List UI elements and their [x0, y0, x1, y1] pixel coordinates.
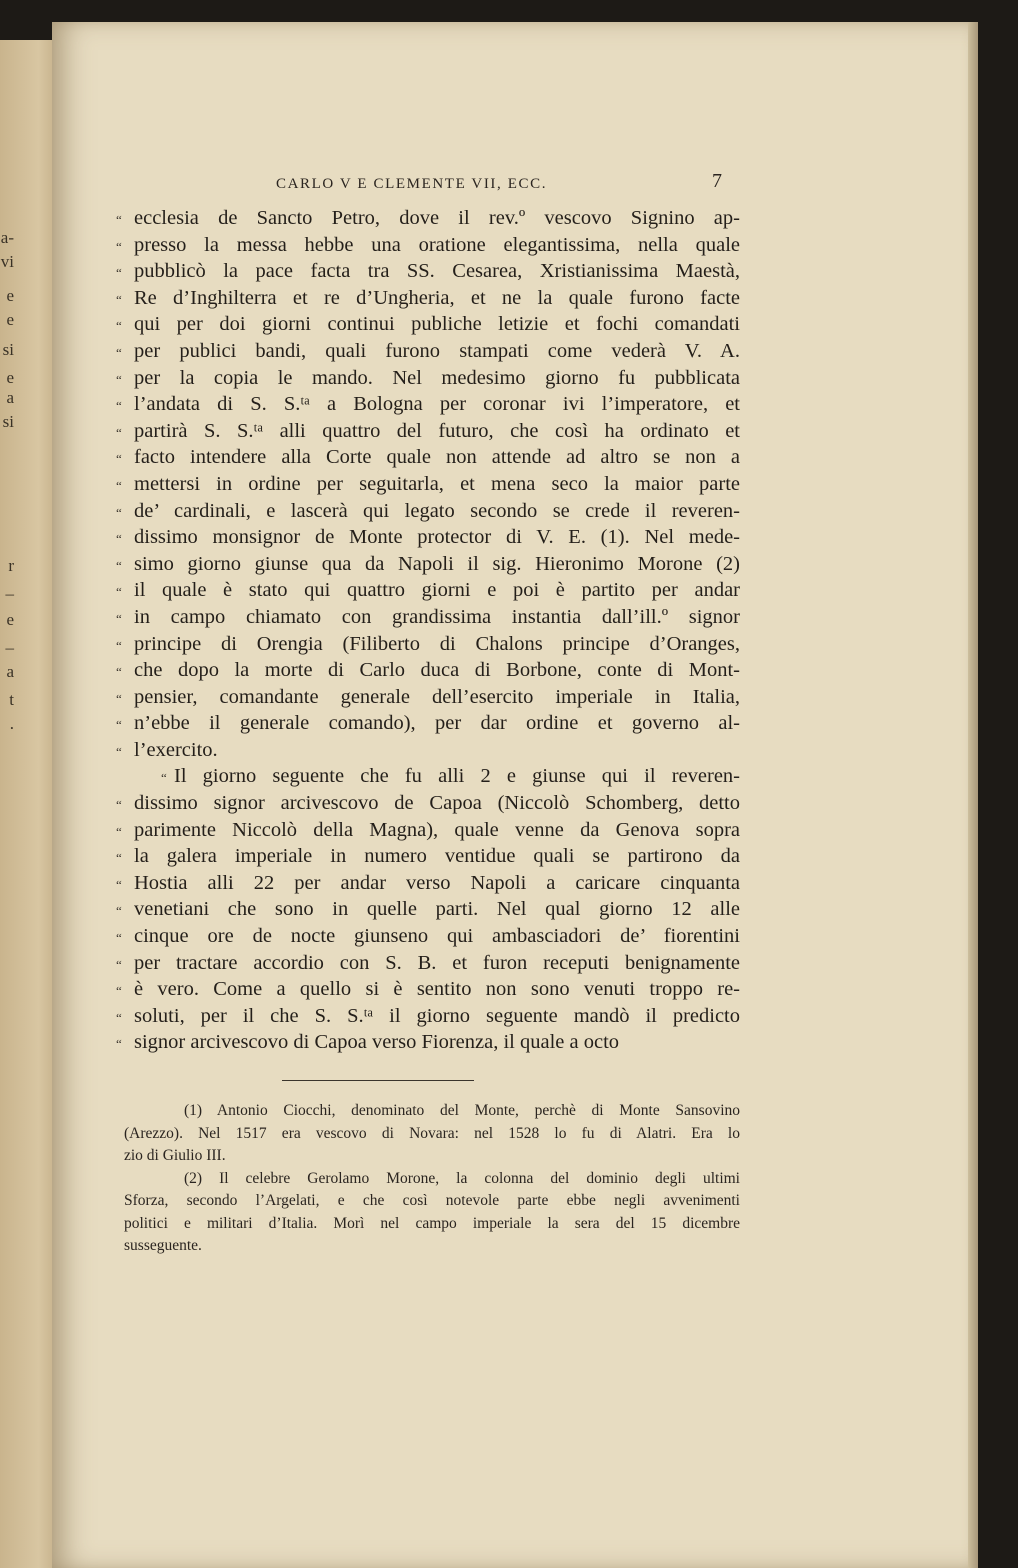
quote-mark: “	[116, 557, 122, 573]
text-line	[116, 338, 740, 365]
footnote-line	[124, 1123, 740, 1146]
text-line	[116, 817, 740, 844]
quote-mark: “	[116, 291, 122, 307]
line-text: è vero. Come a quello si è sentito non sono venuti troppo re-	[134, 978, 740, 1001]
quote-mark: “	[116, 717, 122, 733]
line-text: partirà S. S.ᵗᵃ alli quattro del futuro, che così ha ordinato et	[134, 419, 740, 442]
line-text: la galera imperiale in numero ventidue quali se partirono da	[134, 845, 740, 868]
previous-page-char: t	[9, 690, 14, 709]
previous-page-char: e	[6, 286, 14, 305]
line-text: principe di Orengia (Filiberto di Chalons principe d’Oranges,	[134, 632, 740, 655]
line-text: per tractare accordio con S. B. et furon receputi benignamente	[134, 951, 740, 974]
line-text: cinque ore de nocte giunseno qui ambasciadori de’ fiorentini	[134, 925, 740, 948]
quote-mark: “	[116, 956, 122, 972]
text-line	[116, 976, 740, 1003]
quote-mark: “	[116, 1036, 122, 1052]
quote-mark: “	[116, 983, 122, 999]
quote-mark: “	[116, 610, 122, 626]
text-line	[116, 1003, 740, 1030]
footnote-text: (1) Antonio Ciocchi, denominato del Monte, perchè di Monte Sansovino	[184, 1102, 740, 1119]
line-text: soluti, per il che S. S.ᵗᵃ il giorno seguente mandò il predicto	[134, 1004, 740, 1027]
line-text: per publici bandi, quali furono stampati come vederà V. A.	[134, 339, 740, 362]
previous-page-char: e	[6, 310, 14, 329]
quote-mark: “	[116, 664, 122, 680]
previous-page-char: e	[6, 368, 14, 387]
line-text: per la copia le mando. Nel medesimo giorno fu pubblicata	[134, 366, 740, 389]
footnote-text: susseguente.	[124, 1237, 202, 1254]
quote-mark: “	[116, 344, 122, 360]
text-line	[116, 285, 740, 312]
line-text: mettersi in ordine per seguitarla, et mena seco la maior parte	[134, 472, 740, 495]
text-line	[116, 232, 740, 259]
body-text	[116, 205, 740, 1056]
text-line	[116, 391, 740, 418]
previous-page-char: vi	[0, 252, 14, 271]
text-line	[116, 205, 740, 232]
footnote-text: Sforza, secondo l’Argelati, e che così notevole parte ebbe negli avvenimenti	[124, 1192, 740, 1209]
previous-page-char: a	[6, 662, 14, 681]
line-text: l’exercito.	[134, 738, 218, 761]
quote-mark: “	[116, 398, 122, 414]
text-line	[116, 657, 740, 684]
text-line	[116, 444, 740, 471]
quote-mark: “	[116, 637, 122, 653]
line-text: ecclesia de Sancto Petro, dove il rev.º vescovo Signino ap-	[134, 207, 740, 229]
text-line	[116, 843, 740, 870]
quote-mark: “	[116, 903, 122, 919]
footnote-line	[124, 1100, 740, 1123]
quote-mark: “	[116, 850, 122, 866]
quote-mark: “	[116, 1009, 122, 1025]
footnote-text: (Arezzo). Nel 1517 era vescovo di Novara: nel 1528 lo fu di Alatri. Era lo	[124, 1124, 740, 1142]
quote-mark: “	[116, 584, 122, 600]
text-line	[116, 258, 740, 285]
line-text: che dopo la morte di Carlo duca di Borbone, conte di Mont-	[134, 659, 740, 682]
quote-mark: “	[116, 876, 122, 892]
previous-page-char: –	[5, 584, 14, 603]
quote-mark: “	[116, 371, 122, 387]
line-text: il quale è stato qui quattro giorni e poi è partito per andar	[134, 579, 740, 602]
line-text: venetiani che sono in quelle parti. Nel qual giorno 12 alle	[134, 898, 740, 921]
quote-mark: “	[116, 238, 122, 254]
text-line	[116, 418, 740, 445]
line-text: simo giorno giunse qua da Napoli il sig. Hieronimo Morone (2)	[134, 552, 740, 575]
line-text: facto intendere alla Corte quale non attende ad altro se non a	[134, 446, 740, 469]
footnote-line	[124, 1145, 740, 1168]
line-text: dissimo signor arcivescovo de Capoa (Niccolò Schomberg, detto	[134, 792, 740, 815]
text-line	[116, 950, 740, 977]
text-line	[116, 737, 740, 764]
previous-page-char: –	[5, 638, 14, 657]
footnotes	[124, 1100, 740, 1258]
line-text: Hostia alli 22 per andar verso Napoli a caricare cinquanta	[134, 871, 740, 894]
text-line	[116, 870, 740, 897]
text-line	[116, 524, 740, 551]
previous-page-char: r	[8, 556, 14, 575]
footnote-text: politici e militari d’Italia. Morì nel campo imperiale la sera del 15 dicembre	[124, 1214, 740, 1232]
previous-page-char: e	[6, 610, 14, 629]
quote-mark: “	[116, 531, 122, 547]
quote-mark: “	[116, 212, 122, 227]
footnote-rule	[282, 1080, 474, 1081]
text-line	[116, 631, 740, 658]
footnote-line	[124, 1213, 740, 1236]
text-line	[116, 684, 740, 711]
footnote-line	[124, 1168, 740, 1191]
previous-page-char: a	[6, 388, 14, 407]
line-text: parimente Niccolò della Magna), quale venne da Genova sopra	[134, 818, 740, 841]
previous-page-char: .	[9, 714, 14, 733]
line-text: presso la messa hebbe una oratione elegantissima, nella quale	[134, 233, 740, 256]
line-text: Il giorno seguente che fu alli 2 e giunse qui il reveren-	[174, 765, 740, 788]
page-number: 7	[712, 170, 722, 192]
quote-mark: “	[116, 823, 122, 839]
quote-mark: “	[161, 770, 167, 786]
previous-page-char: si	[2, 340, 14, 359]
footnote-line	[124, 1190, 740, 1213]
line-text: qui per doi giorni continui publiche letizie et fochi comandati	[134, 313, 740, 336]
quote-mark: “	[116, 930, 122, 946]
text-line	[116, 311, 740, 338]
text-line	[116, 763, 740, 790]
text-line	[116, 471, 740, 498]
text-line	[116, 604, 740, 631]
text-line	[116, 923, 740, 950]
footnote-text: zio di Giulio III.	[124, 1147, 226, 1164]
line-text: Re d’Inghilterra et re d’Ungheria, et ne la quale furono facte	[134, 286, 740, 309]
previous-page-text-fragments	[0, 40, 20, 1568]
previous-page-char: a-	[0, 228, 14, 247]
line-text: l’andata di S. S.ᵗᵃ a Bologna per coronar ivi l’imperatore, et	[134, 393, 740, 416]
text-line	[116, 896, 740, 923]
quote-mark: “	[116, 424, 122, 440]
footnote-text: (2) Il celebre Gerolamo Morone, la colonna del dominio degli ultimi	[184, 1169, 740, 1187]
line-text: de’ cardinali, e lascerà qui legato secondo se crede il reveren-	[134, 499, 740, 522]
text-line	[116, 498, 740, 525]
text-line	[116, 1029, 740, 1056]
quote-mark: “	[116, 477, 122, 493]
line-text: pensier, comandante generale dell’esercito imperiale in Italia,	[134, 685, 740, 708]
quote-mark: “	[116, 504, 122, 520]
text-line	[116, 577, 740, 604]
text-line	[116, 710, 740, 737]
footnote-line	[124, 1235, 740, 1258]
text-line	[116, 365, 740, 392]
quote-mark: “	[116, 690, 122, 706]
quote-mark: “	[116, 265, 122, 281]
previous-page-char: si	[2, 412, 14, 431]
quote-mark: “	[116, 797, 122, 813]
line-text: signor arcivescovo di Capoa verso Fiorenza, il quale a octo	[134, 1031, 620, 1054]
quote-mark: “	[116, 451, 122, 467]
text-line	[116, 551, 740, 578]
quote-mark: “	[116, 743, 122, 759]
text-line	[116, 790, 740, 817]
line-text: pubblicò la pace facta tra SS. Cesarea, Xristianissima Maestà,	[134, 260, 740, 283]
running-head: CARLO V E CLEMENTE VII, ECC.	[276, 176, 548, 192]
line-text: dissimo monsignor de Monte protector di V. E. (1). Nel mede-	[134, 526, 740, 549]
quote-mark: “	[116, 318, 122, 334]
line-text: n’ebbe il generale comando), per dar ordine et governo al-	[134, 712, 740, 735]
line-text: in campo chiamato con grandissima instantia dall’ill.º signor	[134, 605, 740, 628]
page-edge-right	[968, 22, 978, 1568]
